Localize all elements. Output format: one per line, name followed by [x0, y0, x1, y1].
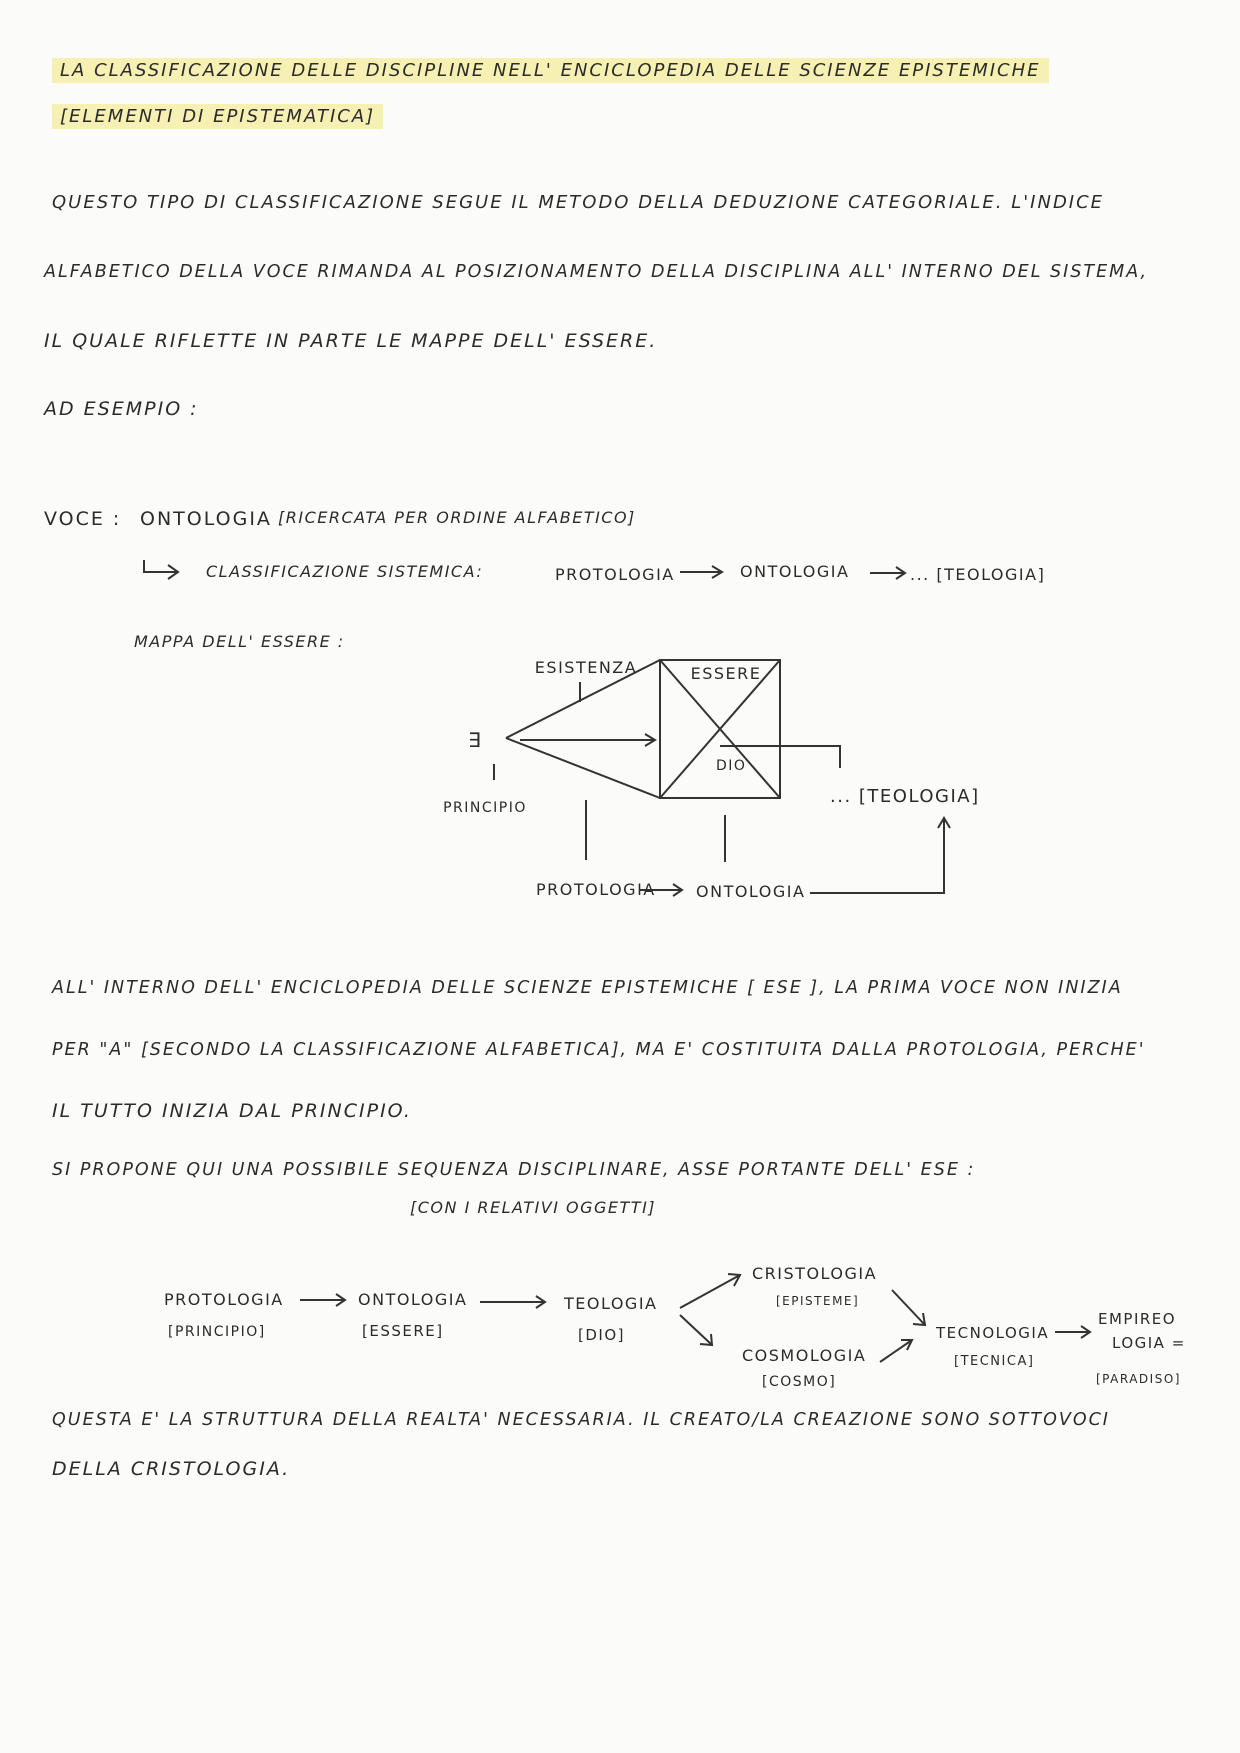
seq-logia: LOGIA =: [1112, 1334, 1186, 1352]
seq-cristologia: CRISTOLOGIA: [752, 1264, 878, 1283]
map-principio: PRINCIPIO: [443, 800, 527, 816]
map-esistenza: ESISTENZA: [534, 658, 638, 677]
closing-line-2: DELLA CRISTOLOGIA.: [52, 1458, 291, 1480]
map-ontologia: ONTOLOGIA: [696, 882, 806, 901]
map-dio: DIO: [716, 758, 747, 774]
body-line-4: SI PROPONE QUI UNA POSSIBILE SEQUENZA DISCIPLINARE, ASSE PORTANTE DELL' ESE :: [52, 1160, 976, 1180]
seq-empireo: EMPIREO: [1098, 1310, 1177, 1328]
exists-symbol: ∃: [468, 728, 483, 752]
seq-ontologia: ONTOLOGIA: [358, 1290, 468, 1309]
intro-line-2: ALFABETICO DELLA VOCE RIMANDA AL POSIZIONAMENTO DELLA DISCIPLINA ALL' INTERNO DEL SISTEMA,: [44, 262, 1149, 282]
seq-dio: [DIO]: [578, 1326, 625, 1344]
body-line-1: ALL' INTERNO DELL' ENCICLOPEDIA DELLE SCIENZE EPISTEMICHE [ ESE ], LA PRIMA VOCE NON INIZIA: [52, 978, 1123, 998]
voce-class-teologia: ... [TEOLOGIA]: [910, 565, 1046, 584]
seq-paradiso: [PARADISO]: [1096, 1372, 1181, 1386]
voce-label: VOCE :: [44, 508, 122, 530]
title-line-2: [ELEMENTI DI EPISTEMATICA]: [52, 104, 383, 129]
seq-cosmo: [COSMO]: [762, 1374, 837, 1390]
body-line-2: PER "A" [SECONDO LA CLASSIFICAZIONE ALFABETICA], MA E' COSTITUITA DALLA PROTOLOGIA, PERCHE': [52, 1040, 1146, 1060]
seq-essere: [ESSERE]: [362, 1322, 444, 1340]
seq-principio: [PRINCIPIO]: [168, 1324, 266, 1340]
intro-line-4: AD ESEMPIO :: [44, 398, 199, 420]
voce-value: ONTOLOGIA: [140, 508, 272, 530]
voce-note: [RICERCATA PER ORDINE ALFABETICO]: [278, 508, 636, 527]
seq-protologia: PROTOLOGIA: [164, 1290, 284, 1309]
map-teologia: ... [TEOLOGIA]: [830, 786, 980, 807]
voce-class-label: CLASSIFICAZIONE SISTEMICA:: [206, 562, 484, 581]
seq-tecnica: [TECNICA]: [954, 1354, 1035, 1369]
voce-class-ontologia: ONTOLOGIA: [740, 562, 850, 581]
title-line-1: LA CLASSIFICAZIONE DELLE DISCIPLINE NELL' ENCICLOPEDIA DELLE SCIENZE EPISTEMICHE: [52, 58, 1049, 83]
body-line-3: IL TUTTO INIZIA DAL PRINCIPIO.: [52, 1100, 412, 1122]
seq-episteme: [EPISTEME]: [776, 1294, 860, 1308]
voce-class-protologia: PROTOLOGIA: [555, 565, 675, 584]
seq-teologia: TEOLOGIA: [564, 1294, 658, 1313]
body-line-5: [CON I RELATIVI OGGETTI]: [410, 1198, 657, 1217]
seq-tecnologia: TECNOLOGIA: [936, 1324, 1050, 1342]
map-title: MAPPA DELL' ESSERE :: [134, 632, 345, 651]
intro-line-1: QUESTO TIPO DI CLASSIFICAZIONE SEGUE IL METODO DELLA DEDUZIONE CATEGORIALE. L'INDICE: [52, 192, 1105, 213]
map-essere: ESSERE: [690, 664, 762, 683]
seq-cosmologia: COSMOLOGIA: [742, 1346, 867, 1365]
closing-line-1: QUESTA E' LA STRUTTURA DELLA REALTA' NECESSARIA. IL CREATO/LA CREAZIONE SONO SOTTOVOCI: [52, 1410, 1110, 1430]
intro-line-3: IL QUALE RIFLETTE IN PARTE LE MAPPE DELL' ESSERE.: [44, 330, 658, 352]
map-protologia: PROTOLOGIA: [536, 880, 656, 899]
